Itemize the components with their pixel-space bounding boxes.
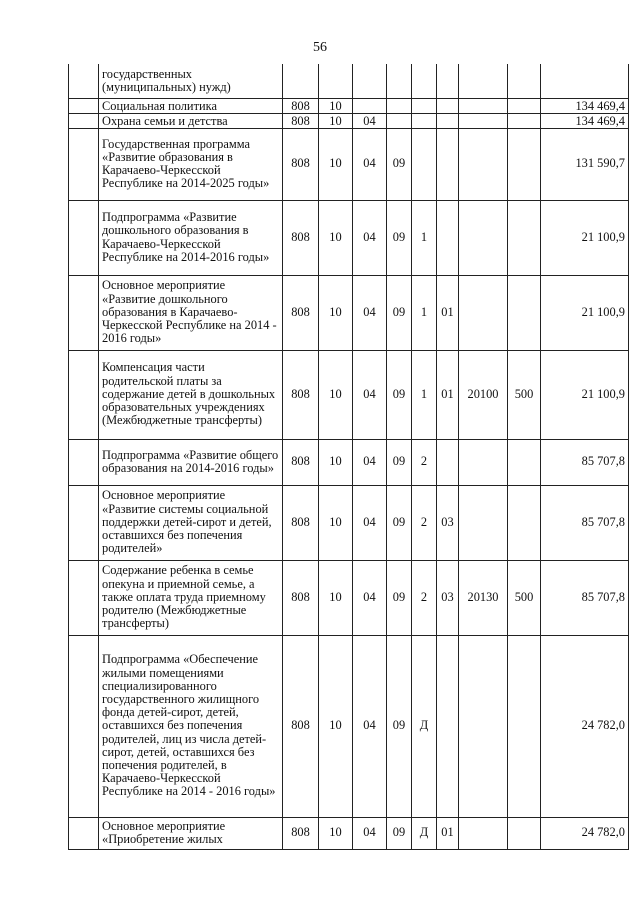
row-subprog: 1 (412, 275, 437, 350)
table-row (69, 485, 629, 560)
row-exp-type (508, 113, 541, 128)
row-sum: 21 100,9 (541, 350, 629, 439)
table-row (69, 98, 629, 113)
page-number: 56 (313, 40, 327, 55)
row-rz: 10 (319, 275, 353, 350)
row-ved: 808 (283, 560, 319, 635)
row-prog: 09 (387, 275, 412, 350)
row-rz: 10 (319, 200, 353, 275)
row-ved: 808 (283, 275, 319, 350)
row-ved: 808 (283, 817, 319, 849)
table-row (69, 113, 629, 128)
row-pr: 04 (353, 560, 387, 635)
row-direction (459, 635, 508, 817)
row-rz: 10 (319, 113, 353, 128)
row-name: Компенсация части родительской платы за содержание детей в дошкольных образовательных учреждениях (Межбюджетные трансферты) (99, 350, 283, 439)
row-ved: 808 (283, 98, 319, 113)
row-name: Подпрограмма «Развитие дошкольного образования в Карачаево-Черкесской Республике на 2014-2016 годы» (99, 200, 283, 275)
row-pr (353, 64, 387, 98)
row-sum: 85 707,8 (541, 485, 629, 560)
row-ved: 808 (283, 200, 319, 275)
table-row (69, 817, 629, 849)
row-rz: 10 (319, 98, 353, 113)
row-exp-type: 500 (508, 350, 541, 439)
row-direction (459, 817, 508, 849)
row-ved: 808 (283, 439, 319, 485)
row-subprog: 2 (412, 439, 437, 485)
row-event (437, 98, 459, 113)
row-subprog (412, 113, 437, 128)
row-prog: 09 (387, 817, 412, 849)
row-sum: 21 100,9 (541, 200, 629, 275)
row-rz: 10 (319, 817, 353, 849)
row-prog (387, 98, 412, 113)
row-prog: 09 (387, 635, 412, 817)
row-exp-type (508, 64, 541, 98)
row-direction (459, 64, 508, 98)
row-prog (387, 64, 412, 98)
row-pr: 04 (353, 635, 387, 817)
row-name: Подпрограмма «Развитие общего образования на 2014-2016 годы» (99, 439, 283, 485)
table-row (69, 64, 629, 98)
row-pr: 04 (353, 485, 387, 560)
row-subprog: 1 (412, 200, 437, 275)
row-prog: 09 (387, 128, 412, 200)
row-prog: 09 (387, 485, 412, 560)
row-event (437, 64, 459, 98)
row-sum: 24 782,0 (541, 817, 629, 849)
row-subprog: Д (412, 817, 437, 849)
row-pr: 04 (353, 350, 387, 439)
row-direction (459, 485, 508, 560)
row-pr: 04 (353, 817, 387, 849)
row-exp-type (508, 128, 541, 200)
row-event: 03 (437, 560, 459, 635)
row-ved (283, 64, 319, 98)
row-sum: 21 100,9 (541, 275, 629, 350)
row-exp-type (508, 635, 541, 817)
row-ved: 808 (283, 128, 319, 200)
row-event (437, 200, 459, 275)
row-name: Основное мероприятие «Развитие дошкольного образования в Карачаево-Черкесской Республике на 2014 - 2016 годы» (99, 275, 283, 350)
row-rz (319, 64, 353, 98)
row-event: 01 (437, 350, 459, 439)
row-name: Основное мероприятие «Развитие системы социальной поддержки детей-сирот и детей, оставшихся без попечения родителей» (99, 485, 283, 560)
row-event (437, 128, 459, 200)
row-sum: 24 782,0 (541, 635, 629, 817)
row-direction (459, 113, 508, 128)
row-name: Подпрограмма «Обеспечение жилыми помещениями специализированного государственного жилищного фонда детей-сирот, детей, оставшихся без попечения родителей, лиц из числа детей-сирот, детей, оставшихся без попечения родителей, в Карачаево-Черкесской Республике на 2014 - 2016 годы» (99, 635, 283, 817)
row-subprog: 2 (412, 560, 437, 635)
row-event (437, 635, 459, 817)
row-sum: 134 469,4 (541, 113, 629, 128)
row-prog: 09 (387, 200, 412, 275)
row-pr (353, 98, 387, 113)
row-direction (459, 98, 508, 113)
row-subprog: 2 (412, 485, 437, 560)
row-name: Охрана семьи и детства (99, 113, 283, 128)
row-ved: 808 (283, 635, 319, 817)
row-direction: 20130 (459, 560, 508, 635)
row-rz: 10 (319, 439, 353, 485)
row-direction (459, 200, 508, 275)
row-rz: 10 (319, 635, 353, 817)
row-ved: 808 (283, 113, 319, 128)
row-subprog: Д (412, 635, 437, 817)
row-rz: 10 (319, 128, 353, 200)
row-pr: 04 (353, 275, 387, 350)
row-exp-type: 500 (508, 560, 541, 635)
row-sum (541, 64, 629, 98)
row-exp-type (508, 98, 541, 113)
row-pr: 04 (353, 128, 387, 200)
row-direction: 20100 (459, 350, 508, 439)
table-row (69, 275, 629, 350)
table-row (69, 128, 629, 200)
row-event: 01 (437, 817, 459, 849)
row-event: 03 (437, 485, 459, 560)
row-exp-type (508, 200, 541, 275)
row-ved: 808 (283, 350, 319, 439)
table-row (69, 439, 629, 485)
table-row (69, 635, 629, 817)
row-sum: 131 590,7 (541, 128, 629, 200)
row-prog: 09 (387, 439, 412, 485)
row-name: Социальная политика (99, 98, 283, 113)
row-exp-type (508, 439, 541, 485)
row-name: Основное мероприятие «Приобретение жилых (99, 817, 283, 849)
row-sum: 85 707,8 (541, 560, 629, 635)
row-exp-type (508, 485, 541, 560)
row-rz: 10 (319, 560, 353, 635)
row-subprog (412, 128, 437, 200)
row-exp-type (508, 275, 541, 350)
row-rz: 10 (319, 350, 353, 439)
budget-table (68, 64, 629, 850)
row-pr: 04 (353, 200, 387, 275)
table-row (69, 200, 629, 275)
row-direction (459, 128, 508, 200)
row-exp-type (508, 817, 541, 849)
row-pr: 04 (353, 439, 387, 485)
row-subprog (412, 64, 437, 98)
row-prog: 09 (387, 350, 412, 439)
row-prog (387, 113, 412, 128)
row-sum: 85 707,8 (541, 439, 629, 485)
table-row (69, 560, 629, 635)
table-row (69, 350, 629, 439)
row-event (437, 113, 459, 128)
row-subprog: 1 (412, 350, 437, 439)
row-direction (459, 275, 508, 350)
row-name: Государственная программа «Развитие образования в Карачаево-Черкесской Республике на 2014-2025 годы» (99, 128, 283, 200)
row-name: государственных (муниципальных) нужд) (99, 64, 283, 98)
row-event: 01 (437, 275, 459, 350)
row-name: Содержание ребенка в семье опекуна и приемной семье, а также оплата труда приемному родителю (Межбюджетные трансферты) (99, 560, 283, 635)
row-event (437, 439, 459, 485)
row-subprog (412, 98, 437, 113)
row-direction (459, 439, 508, 485)
row-rz: 10 (319, 485, 353, 560)
row-pr: 04 (353, 113, 387, 128)
row-ved: 808 (283, 485, 319, 560)
row-sum: 134 469,4 (541, 98, 629, 113)
row-prog: 09 (387, 560, 412, 635)
